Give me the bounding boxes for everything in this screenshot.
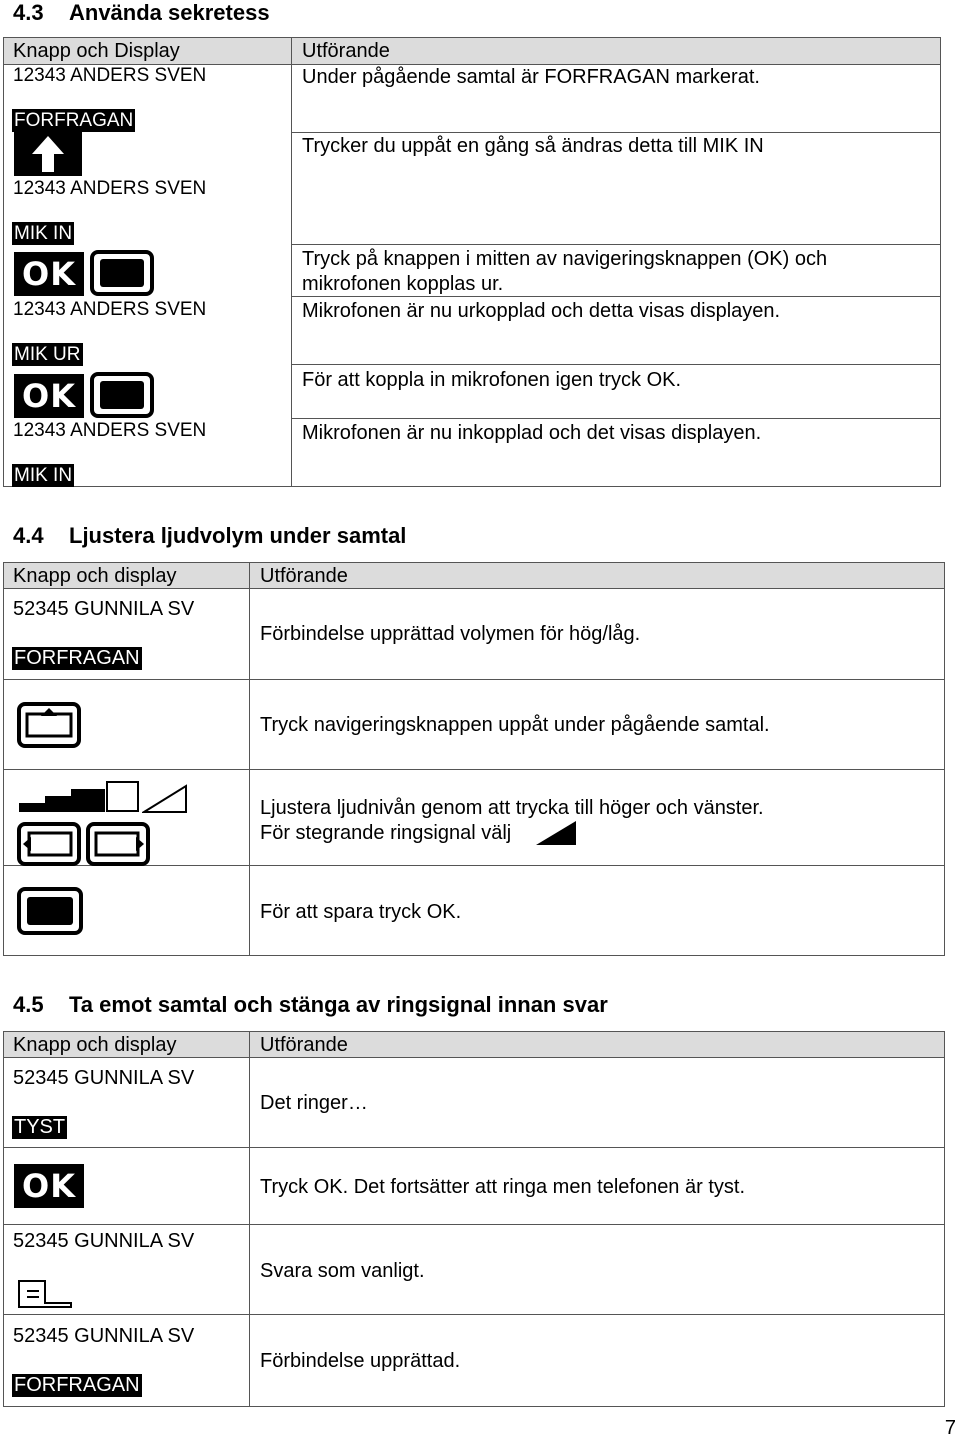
- softkey-label: TYST: [14, 1116, 66, 1138]
- display-line: 12343 ANDERS SVEN: [13, 178, 207, 199]
- col-header-action: Utförande: [302, 40, 390, 62]
- action-text: Det ringer…: [260, 1092, 368, 1114]
- display-line: 12343 ANDERS SVEN: [13, 65, 207, 86]
- display-line: 12343 ANDERS SVEN: [13, 299, 207, 320]
- nav-right-key-icon: [86, 822, 150, 866]
- col-header-keys: Knapp och display: [13, 565, 177, 587]
- display-line: 52345 GUNNILA SV: [13, 1325, 195, 1347]
- softkey-label: MIK IN: [14, 465, 73, 486]
- section-heading-4-4: [13, 523, 406, 549]
- table-incoming-call: [3, 1031, 945, 1407]
- action-text: Mikrofonen är nu inkopplad och det visas displayen.: [302, 422, 762, 444]
- softkey-label: FORFRAGAN: [14, 647, 140, 669]
- action-text: För att koppla in mikrofonen igen tryck OK.: [302, 369, 682, 391]
- action-text: Tryck OK. Det fortsätter att ringa men telefonen är tyst.: [260, 1176, 745, 1198]
- action-text: För stegrande ringsignal välj: [260, 822, 512, 844]
- col-header-keys: Knapp och display: [13, 1034, 177, 1056]
- section-title: Ta emot samtal och stänga av ringsignal innan svar: [69, 992, 608, 1017]
- ramp-icon: [142, 784, 188, 814]
- display-line: 12343 ANDERS SVEN: [13, 420, 207, 441]
- action-text: Förbindelse upprättad volymen för hög/låg.: [260, 623, 641, 645]
- table-volume: [3, 562, 945, 956]
- page-number: 7: [944, 1417, 956, 1439]
- nav-left-key-icon: [17, 822, 81, 866]
- col-header-action: Utförande: [260, 1034, 348, 1056]
- action-text: Mikrofonen är nu urkopplad och detta visas displayen.: [302, 300, 781, 322]
- table-privacy: [3, 37, 941, 487]
- softkey-label: FORFRAGAN: [14, 1374, 140, 1396]
- section-title: Ljustera ljudvolym under samtal: [69, 523, 407, 548]
- arrow-up-key-icon: [14, 132, 82, 176]
- display-line: 52345 GUNNILA SV: [13, 598, 195, 620]
- action-text: För att spara tryck OK.: [260, 901, 462, 923]
- ramp-icon: [536, 821, 576, 845]
- action-text: Förbindelse upprättad.: [260, 1350, 461, 1372]
- answer-key-icon: [17, 1279, 73, 1309]
- section-number: 4.3: [13, 0, 44, 25]
- volume-bars-icon: [19, 781, 144, 815]
- action-text: mikrofonen kopplas ur.: [302, 273, 504, 295]
- action-text: Tryck navigeringsknappen uppåt under pågående samtal.: [260, 714, 770, 736]
- col-header-action: Utförande: [260, 565, 348, 587]
- section-number: 4.4: [13, 523, 44, 548]
- softkey-label: MIK UR: [14, 344, 81, 365]
- action-text: Svara som vanligt.: [260, 1260, 425, 1282]
- display-line: 52345 GUNNILA SV: [13, 1067, 195, 1089]
- col-header-keys: Knapp och Display: [13, 40, 180, 62]
- ok-key-icon: OK: [14, 252, 84, 296]
- ok-key-icon: OK: [14, 1164, 84, 1208]
- section-heading-4-3: [13, 0, 270, 26]
- nav-center-key-icon: [90, 250, 154, 296]
- display-line: 52345 GUNNILA SV: [13, 1230, 195, 1252]
- nav-up-key-icon: [17, 702, 81, 748]
- action-text: Under pågående samtal är FORFRAGAN markerat.: [302, 66, 760, 88]
- softkey-label: MIK IN: [14, 223, 73, 244]
- nav-center-key-icon: [90, 372, 154, 418]
- softkey-label: FORFRAGAN: [14, 110, 134, 131]
- nav-center-key-icon: [17, 887, 83, 935]
- ok-key-icon: OK: [14, 374, 84, 418]
- action-text: Tryck på knappen i mitten av navigeringsknappen (OK) och: [302, 248, 828, 270]
- action-text: Ljustera ljudnivån genom att trycka till höger och vänster.: [260, 797, 764, 819]
- section-heading-4-5: [13, 992, 608, 1018]
- section-number: 4.5: [13, 992, 44, 1017]
- action-text: Trycker du uppåt en gång så ändras detta till MIK IN: [302, 135, 764, 157]
- section-title: Använda sekretess: [69, 0, 270, 25]
